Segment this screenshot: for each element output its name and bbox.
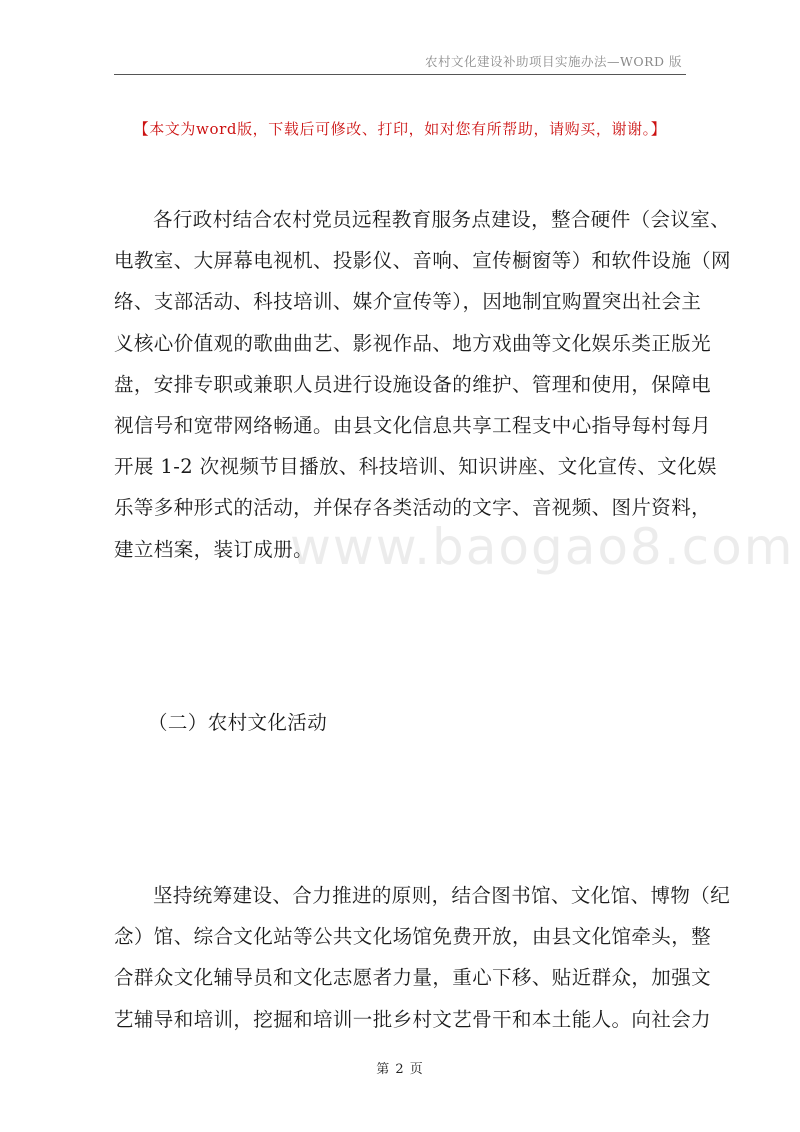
paragraph-line: 盘，安排专职或兼职人员进行设施设备的维护、管理和使用，保障电 — [114, 372, 712, 396]
paragraph-line: 电教室、大屏幕电视机、投影仪、音响、宣传橱窗等）和软件设施（网 — [114, 249, 731, 273]
section-heading: （二）农村文化活动 — [148, 711, 328, 734]
paragraph-line: 各行政村结合农村党员远程教育服务点建设，整合硬件（会议室、 — [153, 208, 731, 231]
page-number: 第 2 页 — [376, 1062, 424, 1077]
paragraph-line: 艺辅导和培训，挖掘和培训一批乡村文艺骨干和本土能人。向社会力 — [114, 1007, 712, 1031]
paragraph-line: 坚持统筹建设、合力推进的原则，结合图书馆、文化馆、博物（纪 — [153, 884, 731, 907]
paragraph-line: 视信号和宽带网络畅通。由县文化信息共享工程支中心指导每村每月 — [114, 414, 712, 438]
paragraph-line: 念）馆、综合文化站等公共文化场馆免费开放，由县文化馆牵头，整 — [114, 925, 712, 949]
paragraph-line: 络、支部活动、科技培训、媒介宣传等），因地制宜购置突出社会主 — [114, 290, 702, 314]
body-paragraph-2 — [114, 875, 731, 1040]
paragraph-line: 建立档案，装订成册。 — [114, 537, 314, 561]
paragraph-line: 义核心价值观的歌曲曲艺、影视作品、地方戏曲等文化娱乐类正版光 — [114, 331, 712, 355]
body-paragraph-1 — [114, 199, 731, 570]
paragraph-line: 合群众文化辅导员和文化志愿者力量，重心下移、贴近群众，加强文 — [114, 966, 712, 990]
purchase-notice: 【本文为word版，下载后可修改、打印，如对您有所帮助，请购买，谢谢。】 — [133, 120, 667, 138]
watermark: www.baogao8.com — [290, 518, 795, 576]
paragraph-line: 乐等多种形式的活动，并保存各类活动的文字、音视频、图片资料， — [114, 496, 712, 520]
paragraph-line: 开展 1-2 次视频节目播放、科技培训、知识讲座、文化宣传、文化娱 — [114, 455, 717, 479]
document-header-title: 农村文化建设补助项目实施办法—WORD 版 — [424, 54, 682, 69]
header-divider — [114, 74, 686, 75]
